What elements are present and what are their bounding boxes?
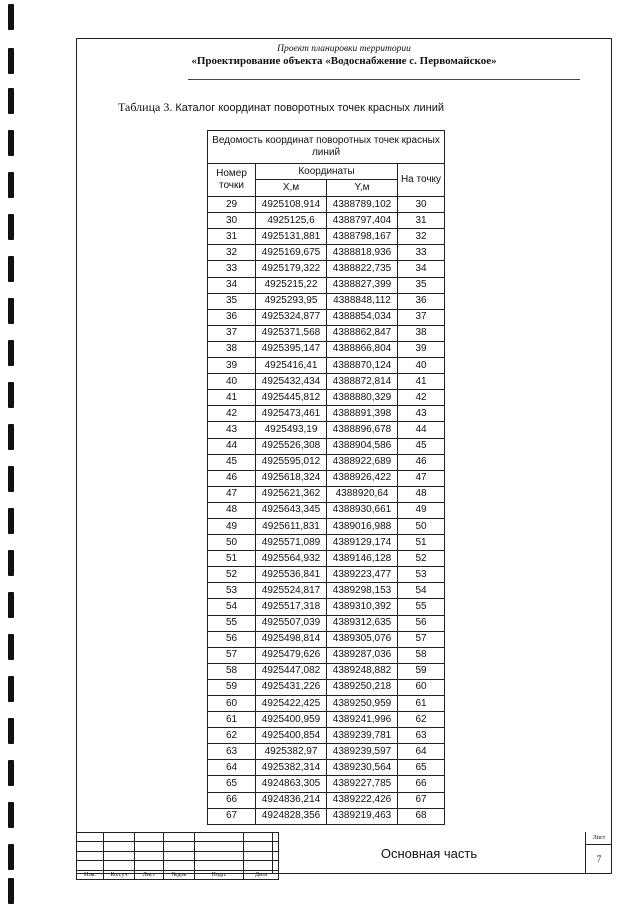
x-coordinate: 4925293,95 xyxy=(256,293,327,309)
table-row xyxy=(208,728,445,744)
table-row xyxy=(208,647,445,663)
table-row xyxy=(208,744,445,760)
next-point: 54 xyxy=(398,583,445,599)
y-coordinate: 4389298,153 xyxy=(327,583,398,599)
next-point: 30 xyxy=(398,197,445,213)
x-coordinate: 4925108,914 xyxy=(256,197,327,213)
table-row xyxy=(208,358,445,374)
table-row xyxy=(208,792,445,808)
table-row xyxy=(208,406,445,422)
point-number: 30 xyxy=(208,213,256,229)
stamp-cell xyxy=(135,851,164,860)
x-coordinate: 4925431,226 xyxy=(256,679,327,695)
next-point: 32 xyxy=(398,229,445,245)
next-point: 60 xyxy=(398,679,445,695)
table-row xyxy=(208,776,445,792)
y-coordinate: 4388798,167 xyxy=(327,229,398,245)
stamp-cell xyxy=(164,842,195,851)
next-point: 48 xyxy=(398,486,445,502)
y-coordinate: 4388797,404 xyxy=(327,213,398,229)
point-number: 51 xyxy=(208,551,256,567)
next-point: 36 xyxy=(398,293,445,309)
project-subtitle: Проект планировки территории xyxy=(277,44,411,54)
point-number: 63 xyxy=(208,744,256,760)
x-coordinate: 4925507,039 xyxy=(256,615,327,631)
y-coordinate: 4388822,735 xyxy=(327,261,398,277)
table-row xyxy=(208,631,445,647)
stamp-row xyxy=(77,851,279,860)
stamp-cell xyxy=(135,861,164,870)
next-point: 31 xyxy=(398,213,445,229)
next-point: 50 xyxy=(398,518,445,534)
y-coordinate: 4388922,689 xyxy=(327,454,398,470)
y-coordinate: 4389305,076 xyxy=(327,631,398,647)
y-coordinate: 4388818,936 xyxy=(327,245,398,261)
x-coordinate: 4925382,314 xyxy=(256,760,327,776)
table-row xyxy=(208,583,445,599)
point-number: 32 xyxy=(208,245,256,261)
x-coordinate: 4925382,97 xyxy=(256,744,327,760)
next-point: 44 xyxy=(398,422,445,438)
next-point: 34 xyxy=(398,261,445,277)
x-coordinate: 4925400,854 xyxy=(256,728,327,744)
point-number: 65 xyxy=(208,776,256,792)
table-row xyxy=(208,712,445,728)
table-row xyxy=(208,229,445,245)
table-row xyxy=(208,808,445,824)
table-row xyxy=(208,213,445,229)
section-title: Основная часть xyxy=(380,846,478,861)
next-point: 51 xyxy=(398,535,445,551)
x-coordinate: 4925400,959 xyxy=(256,712,327,728)
table-row xyxy=(208,679,445,695)
header-number: Номер точки xyxy=(208,164,256,197)
header-y: Y,м xyxy=(327,180,398,197)
table-row xyxy=(208,341,445,357)
stamp-cell xyxy=(195,833,244,842)
next-point: 59 xyxy=(398,663,445,679)
header-x: X,м xyxy=(256,180,327,197)
y-coordinate: 4388854,034 xyxy=(327,309,398,325)
stamp-cell xyxy=(195,861,244,870)
point-number: 40 xyxy=(208,374,256,390)
point-number: 57 xyxy=(208,647,256,663)
x-coordinate: 4925571,089 xyxy=(256,535,327,551)
stamp-cell xyxy=(77,851,104,860)
binding-holes xyxy=(0,0,30,905)
next-point: 38 xyxy=(398,325,445,341)
y-coordinate: 4389223,477 xyxy=(327,567,398,583)
x-coordinate: 4925526,308 xyxy=(256,438,327,454)
x-coordinate: 4925169,675 xyxy=(256,245,327,261)
stamp-cell xyxy=(104,833,135,842)
table-row xyxy=(208,293,445,309)
x-coordinate: 4925179,322 xyxy=(256,261,327,277)
point-number: 45 xyxy=(208,454,256,470)
table-row xyxy=(208,422,445,438)
stamp-cell xyxy=(104,842,135,851)
x-coordinate: 4925131,881 xyxy=(256,229,327,245)
point-number: 37 xyxy=(208,325,256,341)
y-coordinate: 4389287,036 xyxy=(327,647,398,663)
point-number: 62 xyxy=(208,728,256,744)
y-coordinate: 4389230,564 xyxy=(327,760,398,776)
next-point: 66 xyxy=(398,776,445,792)
y-coordinate: 4388872,814 xyxy=(327,374,398,390)
point-number: 64 xyxy=(208,760,256,776)
point-number: 39 xyxy=(208,358,256,374)
next-point: 65 xyxy=(398,760,445,776)
y-coordinate: 4388920,64 xyxy=(327,486,398,502)
table-row xyxy=(208,567,445,583)
stamp-cell xyxy=(164,861,195,870)
stamp-cell xyxy=(195,851,244,860)
header-to-point: На точку xyxy=(398,164,445,197)
stamp-cell xyxy=(164,851,195,860)
y-coordinate: 4388896,678 xyxy=(327,422,398,438)
x-coordinate: 4925473,461 xyxy=(256,406,327,422)
y-coordinate: 4389312,635 xyxy=(327,615,398,631)
stamp-label: Дата xyxy=(244,870,279,879)
table-row xyxy=(208,518,445,534)
next-point: 52 xyxy=(398,551,445,567)
stamp-cell xyxy=(104,851,135,860)
next-point: 55 xyxy=(398,599,445,615)
stamp-label: Подп. xyxy=(195,870,244,879)
x-coordinate: 4925445,812 xyxy=(256,390,327,406)
next-point: 45 xyxy=(398,438,445,454)
x-coordinate: 4925524,817 xyxy=(256,583,327,599)
x-coordinate: 4925371,568 xyxy=(256,325,327,341)
sheet-cell xyxy=(585,832,612,874)
next-point: 42 xyxy=(398,390,445,406)
table-caption xyxy=(118,100,444,115)
point-number: 36 xyxy=(208,309,256,325)
next-point: 49 xyxy=(398,502,445,518)
y-coordinate: 4389248,882 xyxy=(327,663,398,679)
y-coordinate: 4388827,399 xyxy=(327,277,398,293)
point-number: 58 xyxy=(208,663,256,679)
point-number: 67 xyxy=(208,808,256,824)
y-coordinate: 4389241,996 xyxy=(327,712,398,728)
point-number: 52 xyxy=(208,567,256,583)
stamp-row xyxy=(77,833,279,842)
next-point: 57 xyxy=(398,631,445,647)
y-coordinate: 4389219,463 xyxy=(327,808,398,824)
point-number: 61 xyxy=(208,712,256,728)
point-number: 55 xyxy=(208,615,256,631)
next-point: 40 xyxy=(398,358,445,374)
table-row xyxy=(208,197,445,213)
table-row xyxy=(208,325,445,341)
y-coordinate: 4388891,398 xyxy=(327,406,398,422)
next-point: 63 xyxy=(398,728,445,744)
y-coordinate: 4388930,661 xyxy=(327,502,398,518)
x-coordinate: 4924863,305 xyxy=(256,776,327,792)
point-number: 54 xyxy=(208,599,256,615)
x-coordinate: 4925621,362 xyxy=(256,486,327,502)
coordinates-table xyxy=(207,130,445,825)
stamp-cell xyxy=(77,842,104,851)
x-coordinate: 4925643,345 xyxy=(256,502,327,518)
table-row xyxy=(208,277,445,293)
point-number: 56 xyxy=(208,631,256,647)
point-number: 33 xyxy=(208,261,256,277)
y-coordinate: 4388880,329 xyxy=(327,390,398,406)
y-coordinate: 4389239,781 xyxy=(327,728,398,744)
stamp-label: Лист xyxy=(135,870,164,879)
y-coordinate: 4388848,112 xyxy=(327,293,398,309)
point-number: 60 xyxy=(208,696,256,712)
table-caption-label: Таблица 3. xyxy=(118,100,173,114)
point-number: 34 xyxy=(208,277,256,293)
y-coordinate: 4388862,847 xyxy=(327,325,398,341)
x-coordinate: 4925611,831 xyxy=(256,518,327,534)
x-coordinate: 4924836,214 xyxy=(256,792,327,808)
table-row xyxy=(208,390,445,406)
y-coordinate: 4389016,988 xyxy=(327,518,398,534)
next-point: 64 xyxy=(398,744,445,760)
y-coordinate: 4388904,586 xyxy=(327,438,398,454)
x-coordinate: 4925215,22 xyxy=(256,277,327,293)
x-coordinate: 4925416,41 xyxy=(256,358,327,374)
x-coordinate: 4925479,626 xyxy=(256,647,327,663)
point-number: 44 xyxy=(208,438,256,454)
x-coordinate: 4925498,814 xyxy=(256,631,327,647)
stamp-label-row xyxy=(77,870,279,879)
x-coordinate: 4925493,19 xyxy=(256,422,327,438)
x-coordinate: 4925564,932 xyxy=(256,551,327,567)
sheet-number: 7 xyxy=(596,854,602,864)
title-block xyxy=(76,832,612,878)
next-point: 33 xyxy=(398,245,445,261)
table-row xyxy=(208,454,445,470)
point-number: 46 xyxy=(208,470,256,486)
stamp-cell xyxy=(135,833,164,842)
point-number: 59 xyxy=(208,679,256,695)
next-point: 53 xyxy=(398,567,445,583)
stamp-cell xyxy=(77,861,104,870)
next-point: 47 xyxy=(398,470,445,486)
table-row xyxy=(208,535,445,551)
x-coordinate: 4924828,356 xyxy=(256,808,327,824)
stamp-cell xyxy=(195,842,244,851)
x-coordinate: 4925422,425 xyxy=(256,696,327,712)
project-title: «Проектирование объекта «Водоснабжение с. Первомайское» xyxy=(191,55,497,67)
x-coordinate: 4925536,841 xyxy=(256,567,327,583)
y-coordinate: 4389310,392 xyxy=(327,599,398,615)
next-point: 41 xyxy=(398,374,445,390)
next-point: 61 xyxy=(398,696,445,712)
y-coordinate: 4389239,597 xyxy=(327,744,398,760)
revision-grid xyxy=(76,832,279,880)
x-coordinate: 4925447,082 xyxy=(256,663,327,679)
stamp-cell xyxy=(164,833,195,842)
x-coordinate: 4925432,434 xyxy=(256,374,327,390)
y-coordinate: 4388870,124 xyxy=(327,358,398,374)
x-coordinate: 4925618,324 xyxy=(256,470,327,486)
next-point: 68 xyxy=(398,808,445,824)
point-number: 48 xyxy=(208,502,256,518)
header-coordinates: Координаты xyxy=(256,164,398,180)
table-row xyxy=(208,663,445,679)
point-number: 50 xyxy=(208,535,256,551)
sheet-label: Лист xyxy=(586,832,612,845)
point-number: 66 xyxy=(208,792,256,808)
stamp-cell xyxy=(135,842,164,851)
table-title: Ведомость координат поворотных точек красных линий xyxy=(208,131,445,164)
point-number: 29 xyxy=(208,197,256,213)
y-coordinate: 4389146,128 xyxy=(327,551,398,567)
next-point: 37 xyxy=(398,309,445,325)
point-number: 35 xyxy=(208,293,256,309)
table-row xyxy=(208,599,445,615)
next-point: 35 xyxy=(398,277,445,293)
next-point: 56 xyxy=(398,615,445,631)
next-point: 46 xyxy=(398,454,445,470)
table-row xyxy=(208,261,445,277)
point-number: 38 xyxy=(208,341,256,357)
document-header xyxy=(76,44,612,67)
stamp-row xyxy=(77,842,279,851)
stamp-title-cell xyxy=(272,832,585,874)
table-caption-text: Каталог координат поворотных точек красных линий xyxy=(175,102,445,114)
next-point: 39 xyxy=(398,341,445,357)
point-number: 42 xyxy=(208,406,256,422)
x-coordinate: 4925125,6 xyxy=(256,213,327,229)
point-number: 43 xyxy=(208,422,256,438)
table-row xyxy=(208,245,445,261)
table-row xyxy=(208,551,445,567)
x-coordinate: 4925395,147 xyxy=(256,341,327,357)
next-point: 67 xyxy=(398,792,445,808)
point-number: 41 xyxy=(208,390,256,406)
table-row xyxy=(208,696,445,712)
y-coordinate: 4388789,102 xyxy=(327,197,398,213)
y-coordinate: 4389250,959 xyxy=(327,696,398,712)
point-number: 53 xyxy=(208,583,256,599)
table-row xyxy=(208,470,445,486)
stamp-cell xyxy=(77,833,104,842)
point-number: 49 xyxy=(208,518,256,534)
table-row xyxy=(208,438,445,454)
stamp-label: №док xyxy=(164,870,195,879)
y-coordinate: 4389129,174 xyxy=(327,535,398,551)
next-point: 62 xyxy=(398,712,445,728)
table-row xyxy=(208,760,445,776)
y-coordinate: 4388926,422 xyxy=(327,470,398,486)
stamp-label: Изм. xyxy=(77,870,104,879)
table-row xyxy=(208,486,445,502)
point-number: 47 xyxy=(208,486,256,502)
y-coordinate: 4389227,785 xyxy=(327,776,398,792)
x-coordinate: 4925517,318 xyxy=(256,599,327,615)
table-row xyxy=(208,615,445,631)
stamp-label: Кол.уч xyxy=(104,870,135,879)
table-row xyxy=(208,309,445,325)
stamp-cell xyxy=(104,861,135,870)
x-coordinate: 4925324,877 xyxy=(256,309,327,325)
table-row xyxy=(208,374,445,390)
y-coordinate: 4389222,426 xyxy=(327,792,398,808)
stamp-row xyxy=(77,861,279,870)
x-coordinate: 4925595,012 xyxy=(256,454,327,470)
next-point: 58 xyxy=(398,647,445,663)
next-point: 43 xyxy=(398,406,445,422)
table-row xyxy=(208,502,445,518)
point-number: 31 xyxy=(208,229,256,245)
y-coordinate: 4389250,218 xyxy=(327,679,398,695)
header-divider xyxy=(188,79,580,80)
y-coordinate: 4388866,804 xyxy=(327,341,398,357)
